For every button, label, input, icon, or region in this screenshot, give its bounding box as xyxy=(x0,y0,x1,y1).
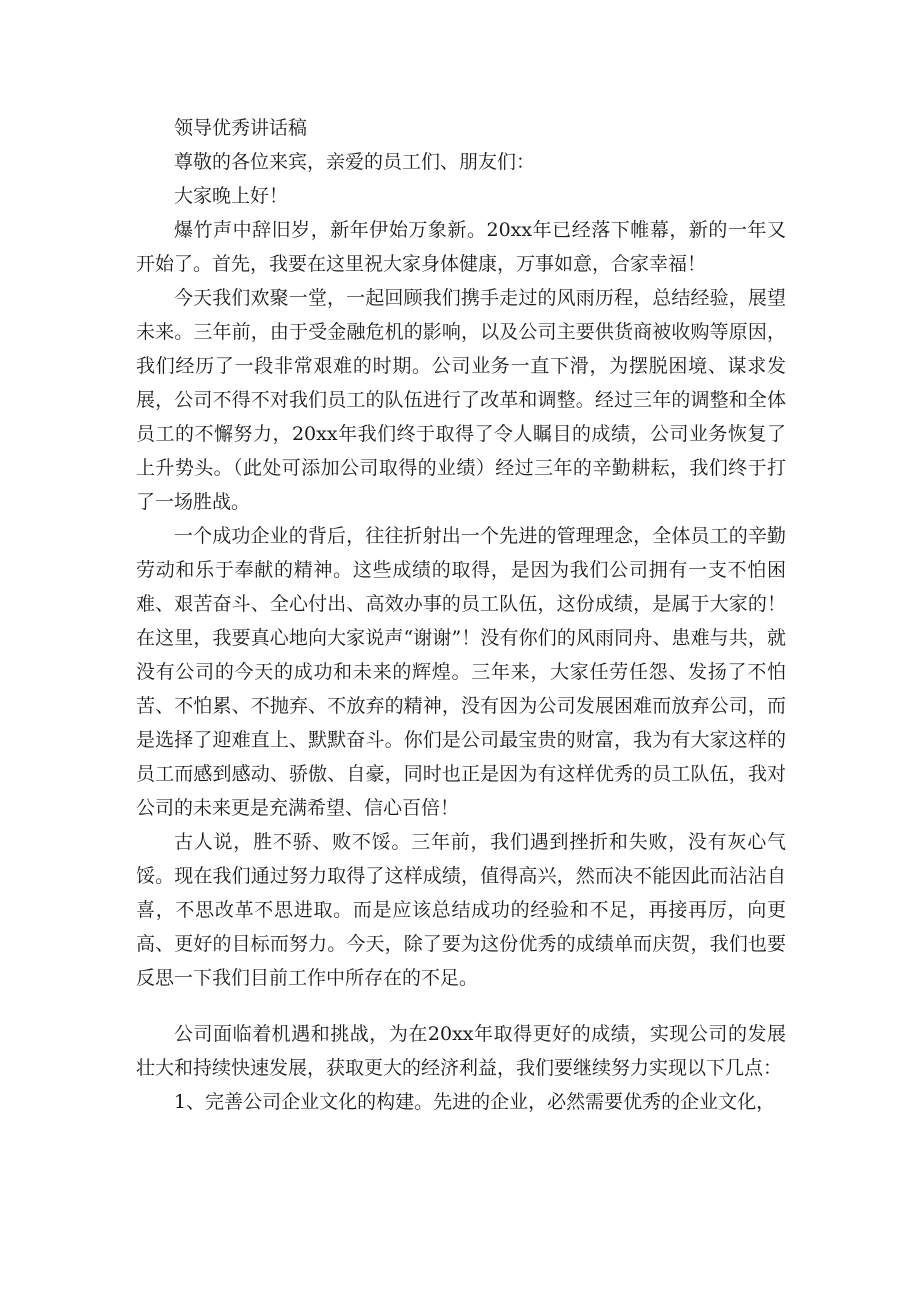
paragraph-reflection: 古人说，胜不骄、败不馁。三年前，我们遇到挫折和失败，没有灰心气馁。现在我们通过努力取得了这样成绩，值得高兴，然而决不能因此而沾沾自喜，不思改革不思进取。而是应该总结成功的经验和不足，再接再厉，向更高、更好的目标而努力。今天，除了要为这份优秀的成绩单而庆贺，我们也要反思一下我们目前工作中所存在的不足。 xyxy=(136,831,786,989)
paragraph-gratitude: 一个成功企业的背后，往往折射出一个先进的管理理念，全体员工的辛勤劳动和乐于奉献的精神。这些成绩的取得，是因为我们公司拥有一支不怕困难、艰苦奋斗、全心付出、高效办事的员工队伍，这份成绩，是属于大家的！在这里，我要真心地向大家说声“谢谢”！没有你们的风雨同舟、患难与共，就没有公司的今天的成功和未来的辉煌。三年来，大家任劳任怨、发扬了不怕苦、不怕累、不抛弃、不放弃的精神，没有因为公司发展困难而放弃公司，而是选择了迎难直上、默默奋斗。你们是公司最宝贵的财富，我为有大家这样的员工而感到感动、骄傲、自豪，同时也正是因为有这样优秀的员工队伍，我对公司的未来更是充满希望、信心百倍！ xyxy=(136,525,786,819)
document-body xyxy=(136,111,786,1119)
greeting-line: 尊敬的各位来宾，亲爱的员工们、朋友们： xyxy=(174,151,536,173)
paragraph-goals: 公司面临着机遇和挑战，为在20xx年取得更好的成绩，实现公司的发展壮大和持续快速发展，获取更大的经济利益，我们要继续努力实现以下几点： xyxy=(136,1023,786,1079)
document-title: 领导优秀讲话稿 xyxy=(174,117,308,139)
paragraph-review: 今天我们欢聚一堂，一起回顾我们携手走过的风雨历程，总结经验，展望未来。三年前，由于受金融危机的影响，以及公司主要供货商被收购等原因，我们经历了一段非常艰难的时期。公司业务一直下滑，为摆脱困境、谋求发展，公司不得不对我们员工的队伍进行了改革和调整。经过三年的调整和全体员工的不懈努力，20xx年我们终于取得了令人瞩目的成绩，公司业务恢复了上升势头。（此处可添加公司取得的业绩）经过三年的辛勤耕耘，我们终于打了一场胜战。 xyxy=(136,287,786,513)
list-item-culture: 1、完善公司企业文化的构建。先进的企业，必然需要优秀的企业文化， xyxy=(174,1091,776,1113)
paragraph-new-year: 爆竹声中辞旧岁，新年伊始万象新。20xx年已经落下帷幕，新的一年又开始了。首先，我要在这里祝大家身体健康，万事如意，合家幸福！ xyxy=(136,219,786,275)
salutation-line: 大家晚上好！ xyxy=(174,185,289,207)
